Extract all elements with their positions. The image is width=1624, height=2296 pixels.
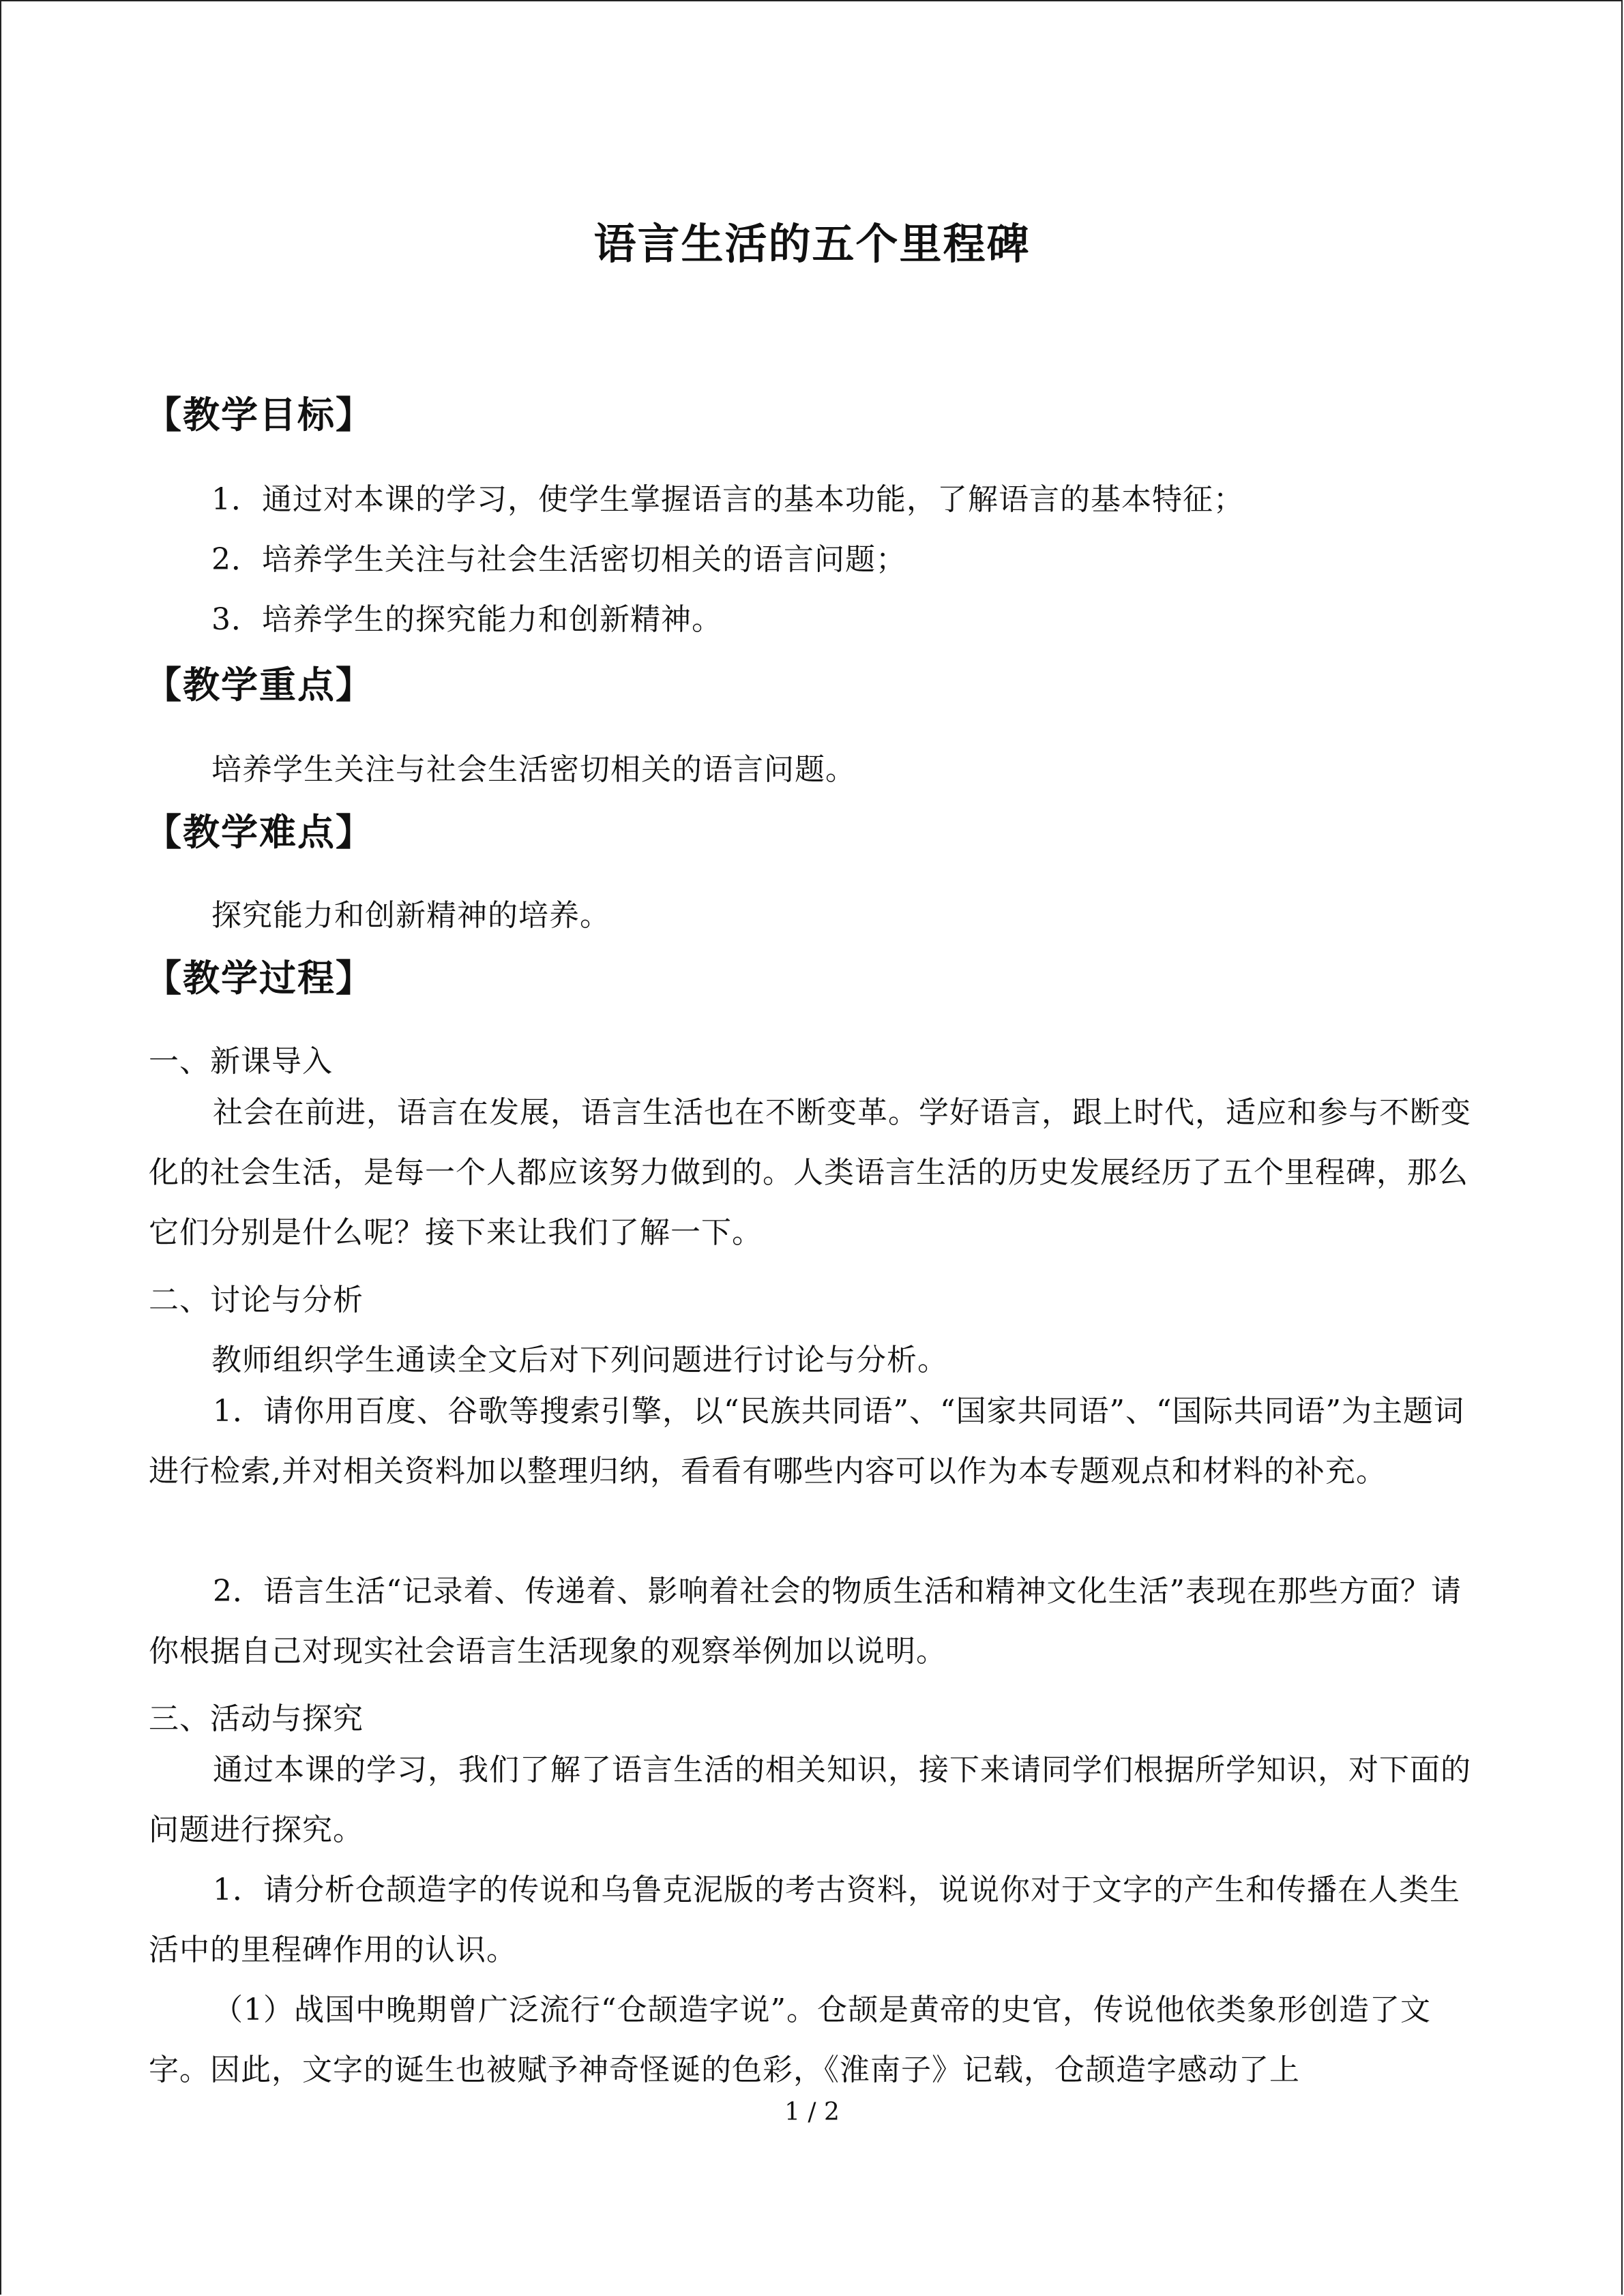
heading-teaching-goals: 【教学目标】 <box>145 393 374 436</box>
heading-key-points: 【教学重点】 <box>145 664 374 706</box>
part3-title: 三、活动与探究 <box>149 1701 364 1736</box>
part2-title: 二、讨论与分析 <box>149 1283 364 1317</box>
part2-question-1: 1．请你用百度、谷歌等搜索引擎，以“民族共同语”、“国家共同语”、“国际共同语”为主题词进行检索,并对相关资料加以整理归纳，看看有哪些内容可以作为本专题观点和材料的补充。 <box>149 1394 1464 1489</box>
goal-item-3: 3．培养学生的探究能力和创新精神。 <box>211 602 722 637</box>
heading-difficulties: 【教学难点】 <box>145 811 374 854</box>
part3-question-1: 1．请分析仓颉造字的传说和乌鲁克泥版的考古资料，说说你对于文字的产生和传播在人类生活中的里程碑作用的认识。 <box>149 1873 1460 1967</box>
key-points-text: 培养学生关注与社会生活密切相关的语言问题。 <box>211 752 856 787</box>
part2-question-2: 2．语言生活“记录着、传递着、影响着社会的物质生活和精神文化生活”表现在那些方面？请你根据自己对现实社会语言生活现象的观察举例加以说明。 <box>149 1574 1462 1669</box>
part1-title: 一、新课导入 <box>149 1044 333 1079</box>
part2-intro: 教师组织学生通读全文后对下列问题进行讨论与分析。 <box>211 1343 948 1377</box>
goal-item-1: 1．通过对本课的学习，使学生掌握语言的基本功能，了解语言的基本特征； <box>211 482 1244 517</box>
part3-sub-1: （1）战国中晚期曾广泛流行“仓颉造字说”。仓颉是黄帝的史官，传说他依类象形创造了文字。因此，文字的诞生也被赋予神奇怪诞的色彩，《淮南子》记载，仓颉造字感动了上 <box>149 1993 1431 2087</box>
difficulties-text: 探究能力和创新精神的培养。 <box>211 898 610 933</box>
part1-text: 社会在前进，语言在发展，语言生活也在不断变革。学好语言，跟上时代，适应和参与不断变化的社会生活，是每一个人都应该努力做到的。人类语言生活的历史发展经历了五个里程碑，那么它们分别是什么呢？接下来让我们了解一下。 <box>149 1095 1471 1250</box>
page-number: 1 / 2 <box>784 2098 840 2126</box>
heading-process: 【教学过程】 <box>145 957 374 1000</box>
page-title: 语言生活的五个里程碑 <box>593 219 1031 269</box>
goal-item-2: 2．培养学生关注与社会生活密切相关的语言问题； <box>211 542 906 577</box>
part3-intro: 通过本课的学习，我们了解了语言生活的相关知识，接下来请同学们根据所学知识，对下面的问题进行探究。 <box>149 1753 1471 1847</box>
